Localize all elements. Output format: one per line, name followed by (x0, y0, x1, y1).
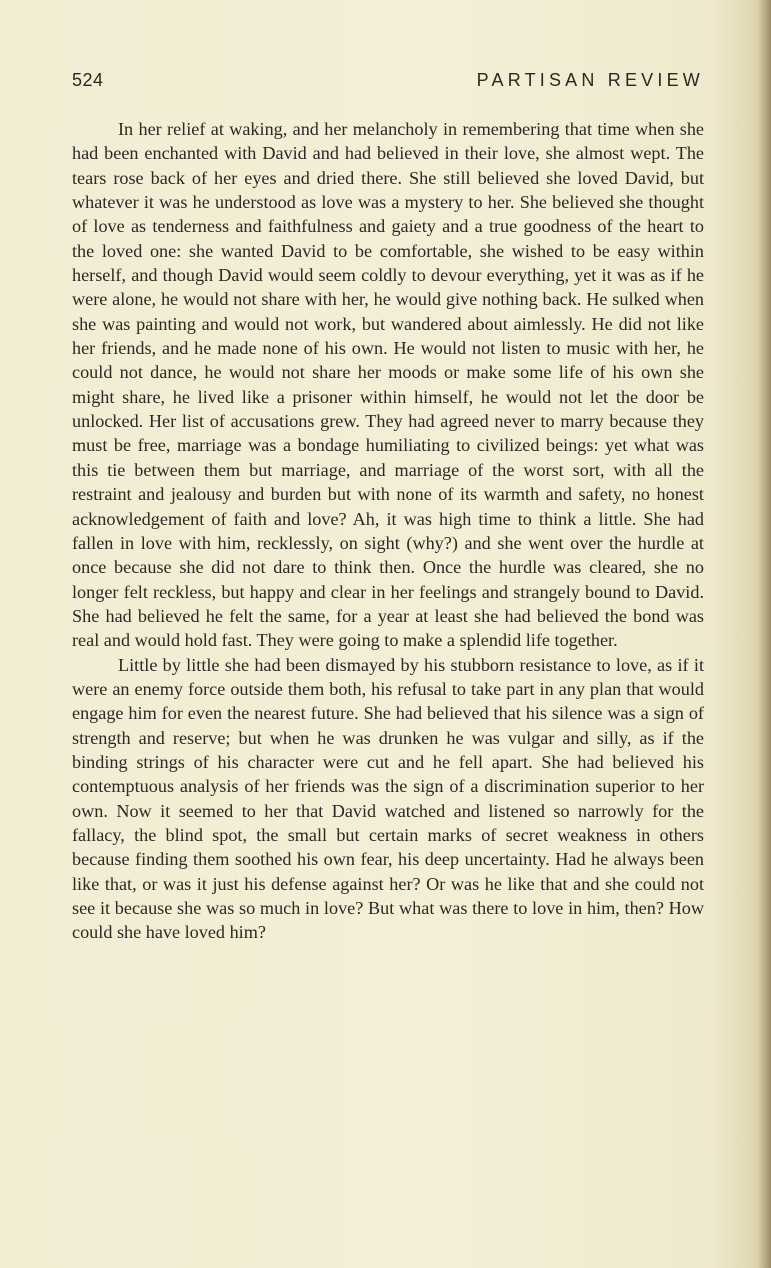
paragraph: Little by little she had been dismayed by his stubborn resistance to love, as if it were an enemy force outside them both, his refusal to take part in any plan that would engage him for even the nearest future. She had believed that his silence was a sign of strength and reserve; but when he was drunken he was vulgar and silly, as if the binding strings of his character were cut and he fell apart. She had believed his contemptuous analysis of her friends was the sign of a discrimination superior to her own. Now it seemed to her that David watched and listened so narrowly for the fallacy, the blind spot, the small but certain marks of secret weakness in others because finding them soothed his own fear, his deep uncertainty. Had he always been like that, or was it just his defense against her? Or was he like that and she could not see it because she was so much in love? But what was there to love in him, then? How could she have loved him? (72, 654, 704, 943)
journal-title: PARTISAN REVIEW (476, 70, 704, 90)
running-head (72, 70, 704, 100)
page-edge-shadow (757, 0, 771, 1268)
page-number: 524 (72, 70, 104, 90)
paragraph: In her relief at waking, and her melancholy in remembering that time when she had been enchanted with David and had believed in their love, she almost wept. The tears rose back of her eyes and dried there. She still believed she loved David, but whatever it was he understood as love was a mystery to her. She believed she thought of love as tenderness and faithfulness and gaiety and a true goodness of the heart to the loved one: she wanted David to be comfortable, she wished to be easy within herself, and though David would seem coldly to devour everything, yet it was as if he were alone, he would not share with her, he would give nothing back. He sulked when she was painting and would not work, but wandered about aimlessly. He did not like her friends, and he made none of his own. He would not listen to music with her, he could not dance, he would not share her moods or make some life of his own she might share, he lived like a prisoner within himself, he would not let the door be unlocked. Her list of accusations grew. They had agreed never to marry because they must be free, marriage was a bondage humiliating to civilized beings: yet what was this tie between them but marriage, and marriage of the worst sort, with all the restraint and jealousy and burden but with none of its warmth and safety, no honest acknowledgement of faith and love? Ah, it was high time to think a little. She had fallen in love with him, recklessly, on sight (why?) and she went over the hurdle at once because she did not dare to think then. Once the hurdle was cleared, she no longer felt reckless, but happy and clear in her feelings and strangely bound to David. She had believed he felt the same, for a year at least she had believed the bond was real and would hold fast. They were going to make a splendid life together. (72, 119, 704, 651)
body-text (72, 117, 704, 945)
